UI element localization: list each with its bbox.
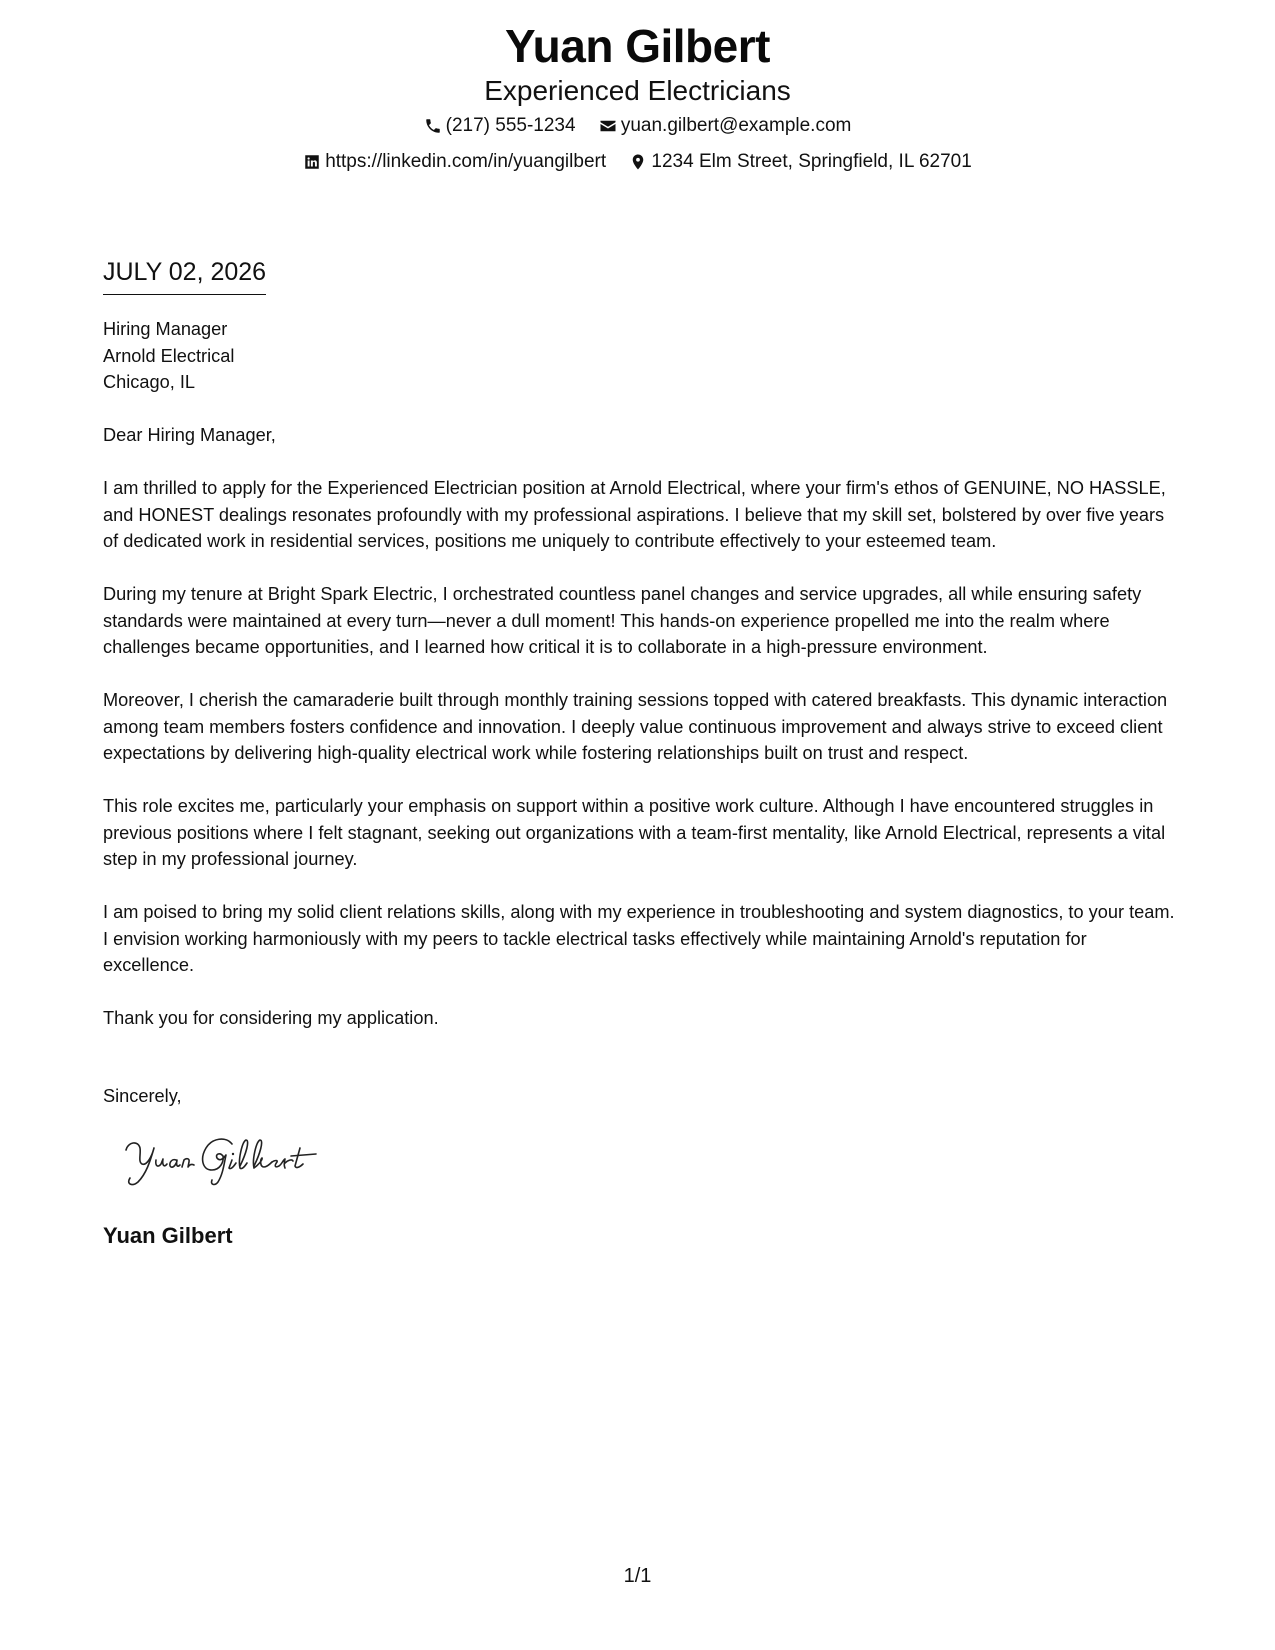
page-indicator: 1/1: [623, 1565, 652, 1587]
salutation: Dear Hiring Manager,: [103, 425, 276, 445]
body-paragraph: Moreover, I cherish the camaraderie built through monthly training sessions topped with catered breakfasts. This dynamic interaction among team members fosters confidence and innovation. I deeply value continuous improvement and always strive to exceed client expectations by delivering high-quality electrical work while fostering relationships built on trust and respect.: [103, 690, 1168, 763]
map-marker-icon: [629, 153, 647, 171]
applicant-title: Experienced Electricians: [484, 75, 791, 106]
letter-body: [103, 316, 1178, 1032]
contact-phone: [424, 114, 576, 138]
signer-name: Yuan Gilbert: [103, 1223, 233, 1248]
phone-icon: [424, 117, 442, 135]
linkedin-icon: [303, 153, 321, 171]
body-paragraph: I am poised to bring my solid client relations skills, along with my experience in troubleshooting and system diagnostics, to your team. I envision working harmoniously with my peers to tackle electrical tasks effectively while maintaining Arnold's reputation for excellence.: [103, 902, 1175, 975]
recipient-block: [103, 316, 1178, 396]
body-paragraph: I am thrilled to apply for the Experienced Electrician position at Arnold Electrical, where your firm's ethos of GENUINE, NO HASSLE, and HONEST dealings resonates profoundly with my professional aspirations. I believe that my skill set, bolstered by over five years of dedicated work in residential services, positions me uniquely to contribute effectively to your esteemed team.: [103, 478, 1166, 551]
phone-number: (217) 555-1234: [445, 115, 576, 136]
contact-address: [629, 150, 971, 174]
contact-linkedin: [303, 150, 606, 174]
letter-date: JULY 02, 2026: [103, 256, 266, 295]
email-address: yuan.gilbert@example.com: [620, 115, 852, 136]
envelope-icon: [599, 117, 617, 135]
applicant-name: Yuan Gilbert: [505, 20, 770, 72]
body-paragraph: During my tenure at Bright Spark Electric, I orchestrated countless panel changes and service upgrades, all while ensuring safety standards were maintained at every turn—never a dull moment! This hands-on experience propelled me into the realm where challenges became opportunities, and I learned how critical it is to collaborate in a high-pressure environment.: [103, 584, 1142, 657]
contact-email: [599, 114, 852, 138]
recipient-line: Arnold Electrical: [103, 345, 235, 366]
handwritten-signature: [120, 1130, 350, 1190]
contact-row-secondary: [0, 150, 1275, 178]
recipient-line: Hiring Manager: [103, 319, 228, 339]
linkedin-url: https://linkedin.com/in/yuangilbert: [325, 151, 607, 172]
body-paragraph: This role excites me, particularly your emphasis on support within a positive work culture. Although I have encountered struggles in previous positions where I felt stagnant, seeking out organizations with a team-first mentality, like Arnold Electrical, represents a vital step in my professional journey.: [103, 796, 1166, 869]
contact-row-primary: [0, 114, 1275, 142]
body-paragraph: Thank you for considering my application.: [103, 1008, 439, 1028]
street-address: 1234 Elm Street, Springfield, IL 62701: [651, 151, 972, 172]
letter-header: [0, 18, 1275, 178]
recipient-line: Chicago, IL: [103, 372, 196, 392]
closing: Sincerely,: [103, 1086, 182, 1106]
